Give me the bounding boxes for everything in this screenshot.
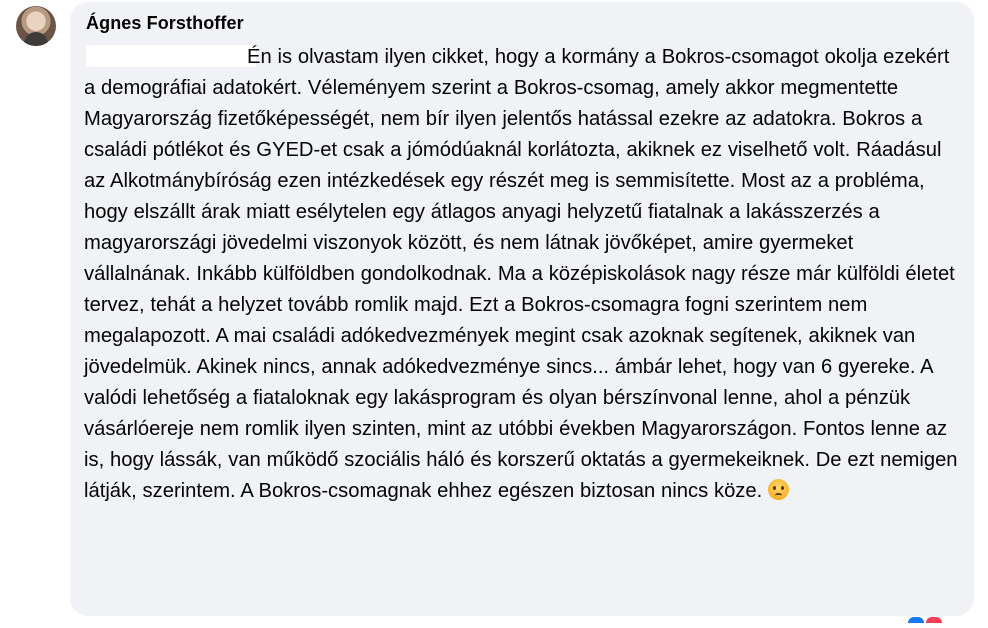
reaction-icons-edge[interactable] bbox=[906, 610, 956, 616]
comment-author-name[interactable]: Ágnes Forsthoffer bbox=[86, 13, 244, 33]
author-avatar[interactable] bbox=[16, 6, 56, 46]
love-reaction-icon bbox=[926, 617, 942, 623]
like-reaction-icon bbox=[908, 617, 924, 623]
comment-body: Én is olvastam ilyen cikket, hogy a kormány a Bokros-csomagot okolja ezekért a demográfiai adatokért. Véleményem szerint a Bokros-csomag, amely akkor megmentette Magyarország fizetőképességét, nem bír ilyen jelentős hatással ezekre az adatokra. Bokros a családi pótlékot és GYED-et csak a jómódúaknál korlátozta, akiknek ez viselhető volt. Ráadásul az Alkotmánybíróság ezen intézkedések egy részét meg is semmisítette. Most az a probléma, hogy elszállt árak miatt esélytelen egy átlagos anyagi helyzetű fiatalnak a lakásszerzés a magyarországi jövedelmi viszonyok között, és nem látnak jövőképet, amire gyermeket vállalnának. Inkább külföldben gondolkodnak. Ma a középiskolások nagy része már külföldi életet tervez, tehát a helyzet tovább romlik majd. Ezt a Bokros-csomagra fogni szerintem nem megalapozott. A mai családi adókedvezmények megint csak azoknak segítenek, akiknek van jövedelmük. Akinek nincs, annak adókedvezménye sincs... ámbár lehet, hogy van 6 gyereke. A valódi lehetőség a fiataloknak egy lakásprogram és olyan bérszínvonal lenne, ahol a pénzük vásárlóereje nem romlik ilyen szinten, mint az utóbbi években Magyarországon. Fontos lenne az is, hogy lássák, van működő szociális háló és korszerű oktatás a gyermekeiknek. De ezt nemigen látják, szerintem. A Bokros-csomagnak ehhez egészen biztosan nincs köze. bbox=[84, 46, 958, 502]
sad-face-emoji-icon bbox=[768, 479, 789, 500]
comment-bubble bbox=[70, 2, 974, 616]
comment-text bbox=[84, 42, 964, 507]
